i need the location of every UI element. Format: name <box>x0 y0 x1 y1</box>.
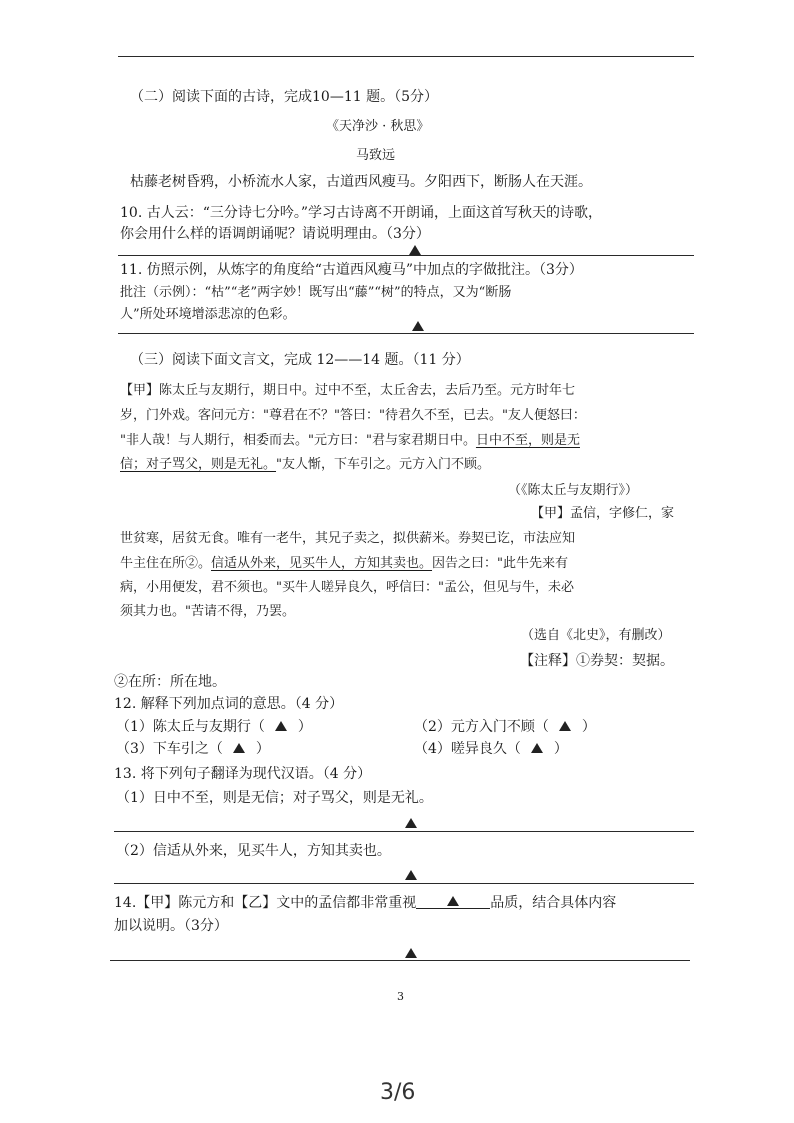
yi-line3-underlined: 信适从外来，见买牛人，方知其卖也。 <box>211 556 433 571</box>
q11-line2: 批注（示例）：“枯”“老”两字妙！既写出“藤”“树”的特点，又为“断肠 <box>120 285 512 300</box>
q12-item-label: （3）下车引之（ <box>116 741 223 757</box>
jia-line3-text: "非人哉！与人期行，相委而去。"元方曰："君与家君期日中。 <box>120 433 476 448</box>
q12-item-1 <box>116 717 312 737</box>
q12-item-label: （2）元方入门不顾（ <box>414 719 549 735</box>
answer-line-q13-2 <box>114 883 694 884</box>
note-1: 【注释】①券契：契据。 <box>520 653 674 669</box>
page-number: 3 <box>397 990 404 1003</box>
q12-prompt: 12. 解释下列加点词的意思。（4 分） <box>114 696 344 712</box>
q13-prompt: 13. 将下列句子翻译为现代汉语。（4 分） <box>114 766 372 782</box>
answer-triangle-icon <box>405 948 417 958</box>
q12-item-close: ） <box>255 741 270 757</box>
note-2: ②在所：所在地。 <box>114 674 226 690</box>
yi-line3-b: 因告之曰："此牛先来有 <box>432 556 569 571</box>
q12-item-close: ） <box>553 741 568 757</box>
answer-triangle-icon <box>409 245 421 255</box>
jia-source: （《陈太丘与友期行》） <box>508 483 639 498</box>
jia-line1: 【甲】陈太丘与友期行，期日中。过中不至，太丘舍去，去后乃至。元方时年七 <box>120 383 576 398</box>
jia-line3-underlined: 日中不至，则是无 <box>475 433 580 448</box>
section2-heading: （二）阅读下面的古诗，完成10—11 题。（5分） <box>130 89 438 105</box>
q12-item-label: （4）嗟异良久（ <box>414 741 521 757</box>
poem-author: 马致远 <box>356 148 396 163</box>
triangle-icon <box>275 721 287 731</box>
q12-item-4 <box>414 739 568 759</box>
yi-source: （选自《北史》，有删改） <box>521 628 671 643</box>
poem-title: 《天净沙 · 秋思》 <box>326 119 430 134</box>
answer-line-q11 <box>118 333 694 334</box>
q13-sentence-2: （2）信适从外来，见买牛人，方知其卖也。 <box>116 843 391 859</box>
footer-page-indicator: 3/6 <box>380 1080 416 1105</box>
yi-line5: 须其力也。"苦请不得，乃罢。 <box>120 604 295 619</box>
answer-blank[interactable] <box>416 894 490 909</box>
yi-line2: 世贫寒，居贫无食。唯有一老牛，其兄子卖之，拟供薪米。券契已讫，市法应知 <box>120 531 576 546</box>
q10-line2: 你会用什么样的语调朗诵呢？请说明理由。（3分） <box>120 226 430 242</box>
jia-line4-underlined: 信；对子骂父，则是无礼。 <box>120 457 277 472</box>
triangle-icon <box>233 743 245 753</box>
triangle-icon <box>559 721 571 731</box>
q14-line1-a: 14.【甲】陈元方和【乙】文中的孟信都非常重视 <box>114 895 417 911</box>
jia-line4-rest: "友人惭，下车引之。元方入门不顾。 <box>276 457 490 472</box>
section3-heading: （三）阅读下面文言文，完成 12——14 题。（11 分） <box>130 352 470 368</box>
q12-item-close: ） <box>581 719 596 735</box>
jia-line2: 岁，门外戏。客问元方："尊君在不？"答曰："待君久不至，已去。"友人便怒曰： <box>120 408 586 423</box>
q14-line1-b: 品质，结合具体内容 <box>490 895 617 911</box>
poem-text: 枯藤老树昏鸦，小桥流水人家，古道西风瘦马。夕阳西下，断肠人在天涯。 <box>130 174 592 190</box>
answer-triangle-icon <box>405 870 417 880</box>
yi-line3 <box>120 554 568 574</box>
jia-line3 <box>120 431 580 451</box>
triangle-icon <box>447 896 459 906</box>
q12-item-close: ） <box>297 719 312 735</box>
yi-line1: 【甲】孟信，字修仁，家 <box>531 506 675 521</box>
top-rule <box>118 56 694 57</box>
q12-item-3 <box>116 739 270 759</box>
jia-line4 <box>120 455 490 475</box>
q14-line2: 加以说明。（3分） <box>114 918 228 934</box>
q12-item-2 <box>414 717 596 737</box>
q11-line3: 人”所处环境增添悲凉的色彩。 <box>120 307 296 322</box>
answer-line-q13-1 <box>114 831 694 832</box>
q13-sentence-1: （1）日中不至，则是无信；对子骂父，则是无礼。 <box>116 790 433 806</box>
yi-line3-a: 牛主住在所②。 <box>120 556 212 571</box>
answer-triangle-icon <box>412 321 424 331</box>
answer-triangle-icon <box>405 818 417 828</box>
triangle-icon <box>531 743 543 753</box>
q10-line1: 10. 古人云：“三分诗七分吟。”学习古诗离不开朗诵，上面这首写秋天的诗歌， <box>120 205 603 221</box>
q11-line1: 11. 仿照示例，从炼字的角度给“古道西风瘦马”中加点的字做批注。（3分） <box>120 262 583 278</box>
answer-line-q14 <box>110 960 690 961</box>
yi-line4: 病，小用便发，君不须也。"买牛人嗟异良久，呼信曰："孟公，但见与牛，未必 <box>120 580 574 595</box>
answer-line-q10 <box>118 255 694 256</box>
q14-line1 <box>114 893 616 913</box>
q12-item-label: （1）陈太丘与友期行（ <box>116 719 265 735</box>
